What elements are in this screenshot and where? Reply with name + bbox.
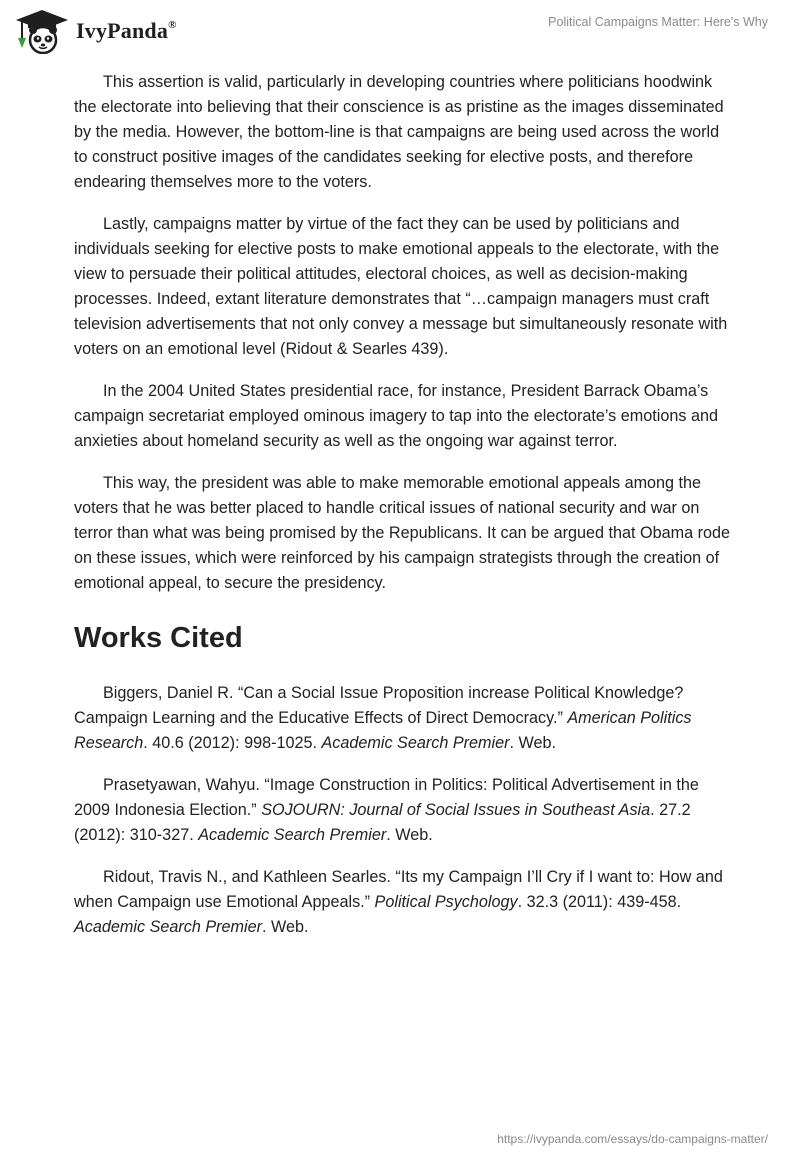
panda-graduate-icon <box>14 8 70 54</box>
brand-name: IvyPanda® <box>76 18 177 43</box>
source-url-link[interactable]: https://ivypanda.com/essays/do-campaigns-matter/ <box>497 1132 768 1146</box>
citation-entry: Prasetyawan, Wahyu. “Image Construction in Politics: Political Advertisement in the 2009 Indonesia Election.” SOJOURN: Journal of Social Issues in Southeast Asia. 27.2 (2012): 310-327. Academic Search Premier. Web. <box>74 776 699 844</box>
essay-content <box>74 70 734 957</box>
ivypanda-logo[interactable] <box>14 8 177 54</box>
body-paragraph: This assertion is valid, particularly in developing countries where politicians hoodwink the electorate into believing that their conscience is as pristine as the images disseminated by the media. However, the bottom-line is that campaigns are being used across the world to construct positive images of the candidates seeking for elective posts, and therefore endearing themselves more to the voters. <box>74 73 724 191</box>
page-header <box>0 0 800 64</box>
works-cited-heading: Works Cited <box>74 622 243 654</box>
body-paragraph: In the 2004 United States presidential race, for instance, President Barrack Obama’s campaign secretariat employed ominous imagery to tap into the electorate’s emotions and anxieties about homeland security as well as the ongoing war against terror. <box>74 382 718 450</box>
running-title: Political Campaigns Matter: Here's Why <box>548 15 768 29</box>
citation-entry: Biggers, Daniel R. “Can a Social Issue Proposition increase Political Knowledge? Campaign Learning and the Educative Effects of Direct Democracy.” American Politics Research. 40.6 (2012): 998-1025. Academic Search Premier. Web. <box>74 684 692 752</box>
citation-entry: Ridout, Travis N., and Kathleen Searles. “Its my Campaign I’ll Cry if I want to: How and when Campaign use Emotional Appeals.” Political Psychology. 32.3 (2011): 439-458. Academic Search Premier. Web. <box>74 868 723 936</box>
body-paragraph: Lastly, campaigns matter by virtue of the fact they can be used by politicians and individuals seeking for elective posts to make emotional appeals to the electorate, with the view to persuade their political attitudes, electoral choices, as well as decision-making processes. Indeed, extant literature demonstrates that “…campaign managers must craft television advertisements that not only convey a message but simultaneously resonate with voters on an emotional level (Ridout & Searles 439). <box>74 215 728 358</box>
body-paragraph: This way, the president was able to make memorable emotional appeals among the voters that he was better placed to handle critical issues of national security and war on terror than what was being promised by the Republicans. It can be argued that Obama rode on these issues, which were reinforced by his campaign strategists through the creation of emotional appeal, to secure the presidency. <box>74 474 730 592</box>
